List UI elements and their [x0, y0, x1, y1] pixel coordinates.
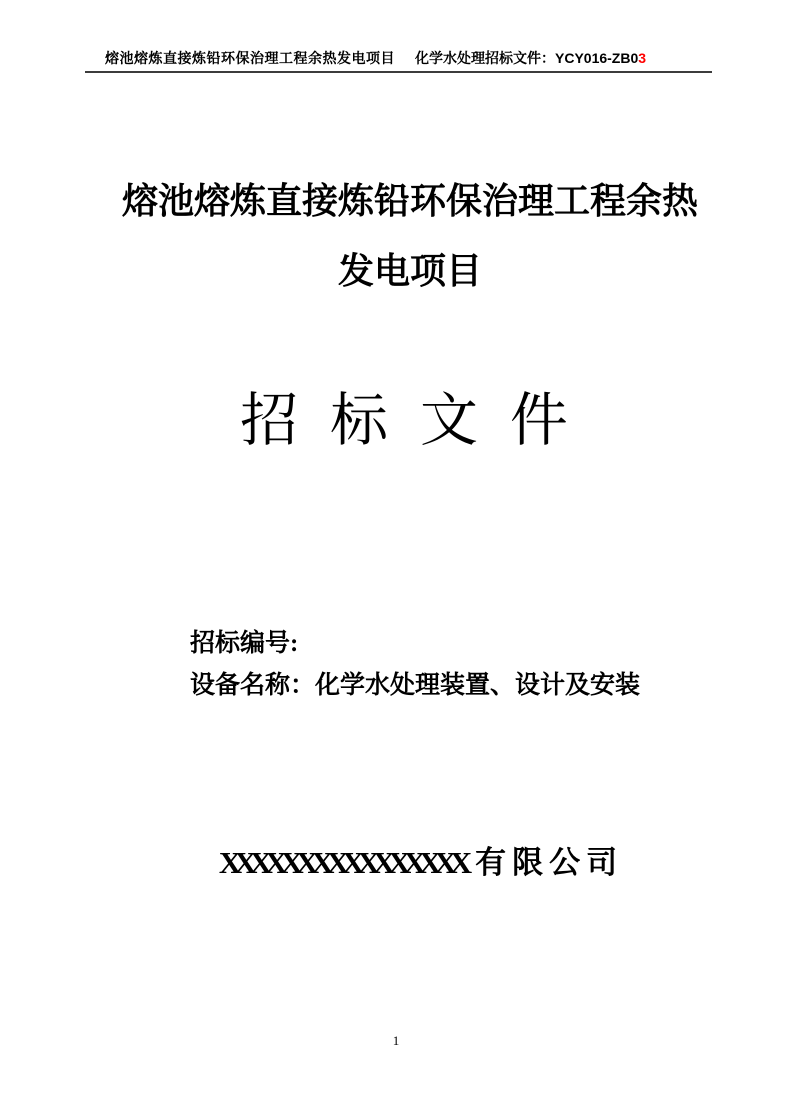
page-number: 1 [392, 1033, 400, 1048]
header-doc-label: 化学水处理招标文件： [415, 50, 555, 66]
document-type-title: 招 标 文 件 [240, 388, 577, 453]
equipment-label: 设备名称： [190, 672, 316, 699]
header-project-title: 熔池熔炼直接炼铅环保治理工程余热发电项目 [105, 50, 395, 66]
header-doc-code-red: 3 [638, 50, 647, 66]
cover-project-title [118, 166, 702, 306]
cover-project-title-line1: 熔池熔炼直接炼铅环保治理工程余热 [121, 181, 698, 221]
company-name-placeholder: XXXXXXXXXXXXXXXX [218, 845, 466, 880]
company-name [0, 845, 792, 881]
company-name-suffix: 有限公司 [475, 845, 624, 880]
header-doc-code-black: YCY016-ZB0 [555, 50, 639, 66]
header-doc-code [415, 48, 646, 68]
equipment-name-line [190, 665, 640, 707]
cover-project-title-line2: 发电项目 [337, 251, 482, 291]
equipment-value: 化学水处理装置、设计及安装 [315, 672, 641, 699]
header-divider [85, 71, 712, 73]
bid-info-block [190, 623, 640, 707]
bid-number-line: 招标编号: [190, 630, 299, 657]
